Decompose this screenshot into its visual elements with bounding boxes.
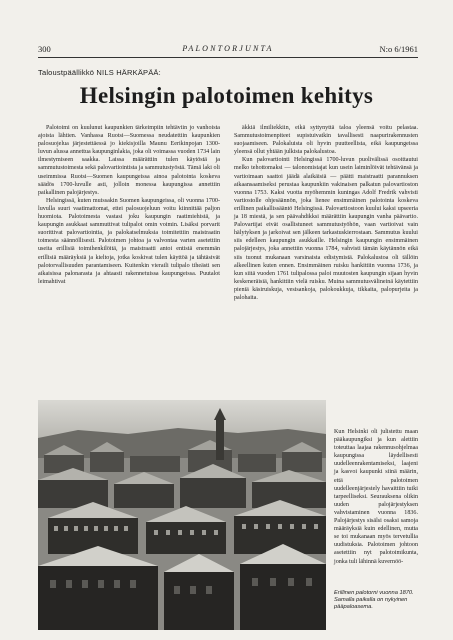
paragraph: Helsingissä, kuten muissakin Suomen kaupungeissa, oli vuonna 1700-luvulla suuri vaatimattomat, ettei palosuojeluun voitu kiinnittää paljon huomiota. Palotoimesta vastasi joku kaupungin raatimiehistä, ja kaupungin asukkaat sammuttivat tulipalot omin voimin. Lisäksi porvarit suorittivat palovartiointia, ja palokatselmuksia toimitettiin maistraatin toimesta säännöllisesti. Palotoimen johtoa ja valvontaa varten asetettiin useita erillisiä toimihenkilöitä, ja maistraatti antoi entistä enemmän erillisiä määräyksiä ja kieltoja, jotka koskivat tulen käyttöä ja tähtäsivät palotorvallisuuden parantamiseen. Kuitenkin vieraili tulipalo tiheästi sen aikaisissa palonarasta ja ahtaasti rakennetuissa kaupungeissa. Puutalot leimahtivat (38, 197, 220, 285)
left-column (38, 124, 220, 286)
city-panorama-image (38, 400, 326, 630)
paragraph: Kun Helsinki oli julistettu maan pääkaupungiksi ja kun alettiin toteuttaa laajaa rakennusohjelmaa kaupungissa läydellisesti uudelleenrakentamiseksi, laajeni ja kasvoi kaupunki siinä määrin, että palotoimen uudelleenjärjestely havaittiin tuiki tarpeelliseksi. Seurauksena olikin uuden palojärjestyksen vahvistaminen vuonna 1836. Palojärjestys sisälsi osaksi samoja määräyksiä kuin edellinen, mutta se toi mukanaan myös tervetullia uudistuksia. Palotoimen johtoon asetettiin nyt palotoimikunta, jonka tuli lähinnä kuvernöö- (334, 429, 418, 565)
right-bottom-column (334, 428, 418, 566)
issue-number: N:o 6/1961 (379, 44, 418, 54)
author-byline: Taloustpäällikkö NILS HÄRKÄPÄÄ: (38, 68, 161, 77)
historical-city-photo (38, 400, 326, 630)
header-rule (38, 57, 418, 58)
paragraph: Kun palovartiointi Helsingissä 1700-luvun puolivälissä osoittautui melko tehottomaksi — talonomistajat kun usein laiminlöivät tehtävänsä ja vartioimaan saattoi jäädä alaikäisiä — päätti maistraatti parannuksen aikaansaamiseksi perustaa kaupunkiin vakinaisen palkatun palovartioston vuonna 1753. Kaksi vuotta myöhemmin kuningas Adolf Fredrik vahvisti vartiostolle ohjesäännön, joka lienee ensimmäinen palotointa koskeva erillinen paikallissääntö Helsingissä. Palovartiostoon kuului kaksi upseeria ja 18 miestä, ja sen päävahdikksi määrättiin kaupungin vanha päävartio. Palovartijat eivät osallistuneet sammutustyöhön, vaan vartioivat vain hälytyksen ja jarkoivat sen jälkeen tarkastuskierrostaan. Sammutus kuului siis edelleen kaupungin asukkaille. Helsingin kaupungin ensimmäinen palojärjestys, joka annettiin vuonna 1784, vahvisti tämän käytännön eikä siis tuonut mukanaan varsinaista edistymistä. Palokalustoa oli tällöin alkeellinen kuten ennen. Ensimmäinen ruisku hankittiin vuonna 1736, ja kun siitä vuoden 1761 tulipalossa paloi muutosten kaupungin sijaan hyvin keskeneräisiä, hankittiin vielä ruisku. Muina sammutusvälineinä käytettiin pieniä käsiruiskuja, vesisankoja, palokoukkuja, tikkaita, palopurjeita ja palohaita. (234, 157, 418, 301)
paragraph: Palotoimi on kuulunut kaupunkien tärkeimpiin tehtäviin jo vanhoista ajoista lähtien. Vanhassa Ruotsi—Suomessa neudatettiin kaupunkien palosuojelua järjestettäessä jo kiekisjoilla Maunu Eerikinpojan 1300-luvun alussa annettua kaupunginlakia, joka oli voimassa vuoden 1734 lain ilmestymiseen saakka. Laissa määrättiin tulen käytöstä ja sammutustoimesta sekä palovartiointista ja sammutustyöstä. Tämä laki oli useimmissa Ruotsi—Suomen kaupungeissa ainoa palotointa koskeva säädös 1700-luvulle asti, jolloin monessa kaupungissa annettiin paikallinen palojärjestys. (38, 125, 220, 196)
photo-caption: Erillinen palotorni vuonna 1870. Samalla paikalla on nykyinen pääpaloasema. (334, 590, 414, 611)
journal-title: PALONTORJUNTA (182, 44, 274, 53)
paragraph: äkkiä ilmiliekkiin, eikä syttynyttä taloa yleensä voitu pelastaa. Sammutustoimenpiteet supistuivatkin tavallisesti naapurirakennusten suojaamiseen. Palokaluista oli hyvin puutteellista, eikä kaupungeissa yleensä ollut yhtään julkista palokalustoa. (234, 125, 418, 156)
page-number: 300 (38, 44, 51, 54)
right-column (234, 124, 418, 302)
article-title: Helsingin palotoimen kehitys (79, 83, 374, 108)
page-header (38, 44, 418, 56)
